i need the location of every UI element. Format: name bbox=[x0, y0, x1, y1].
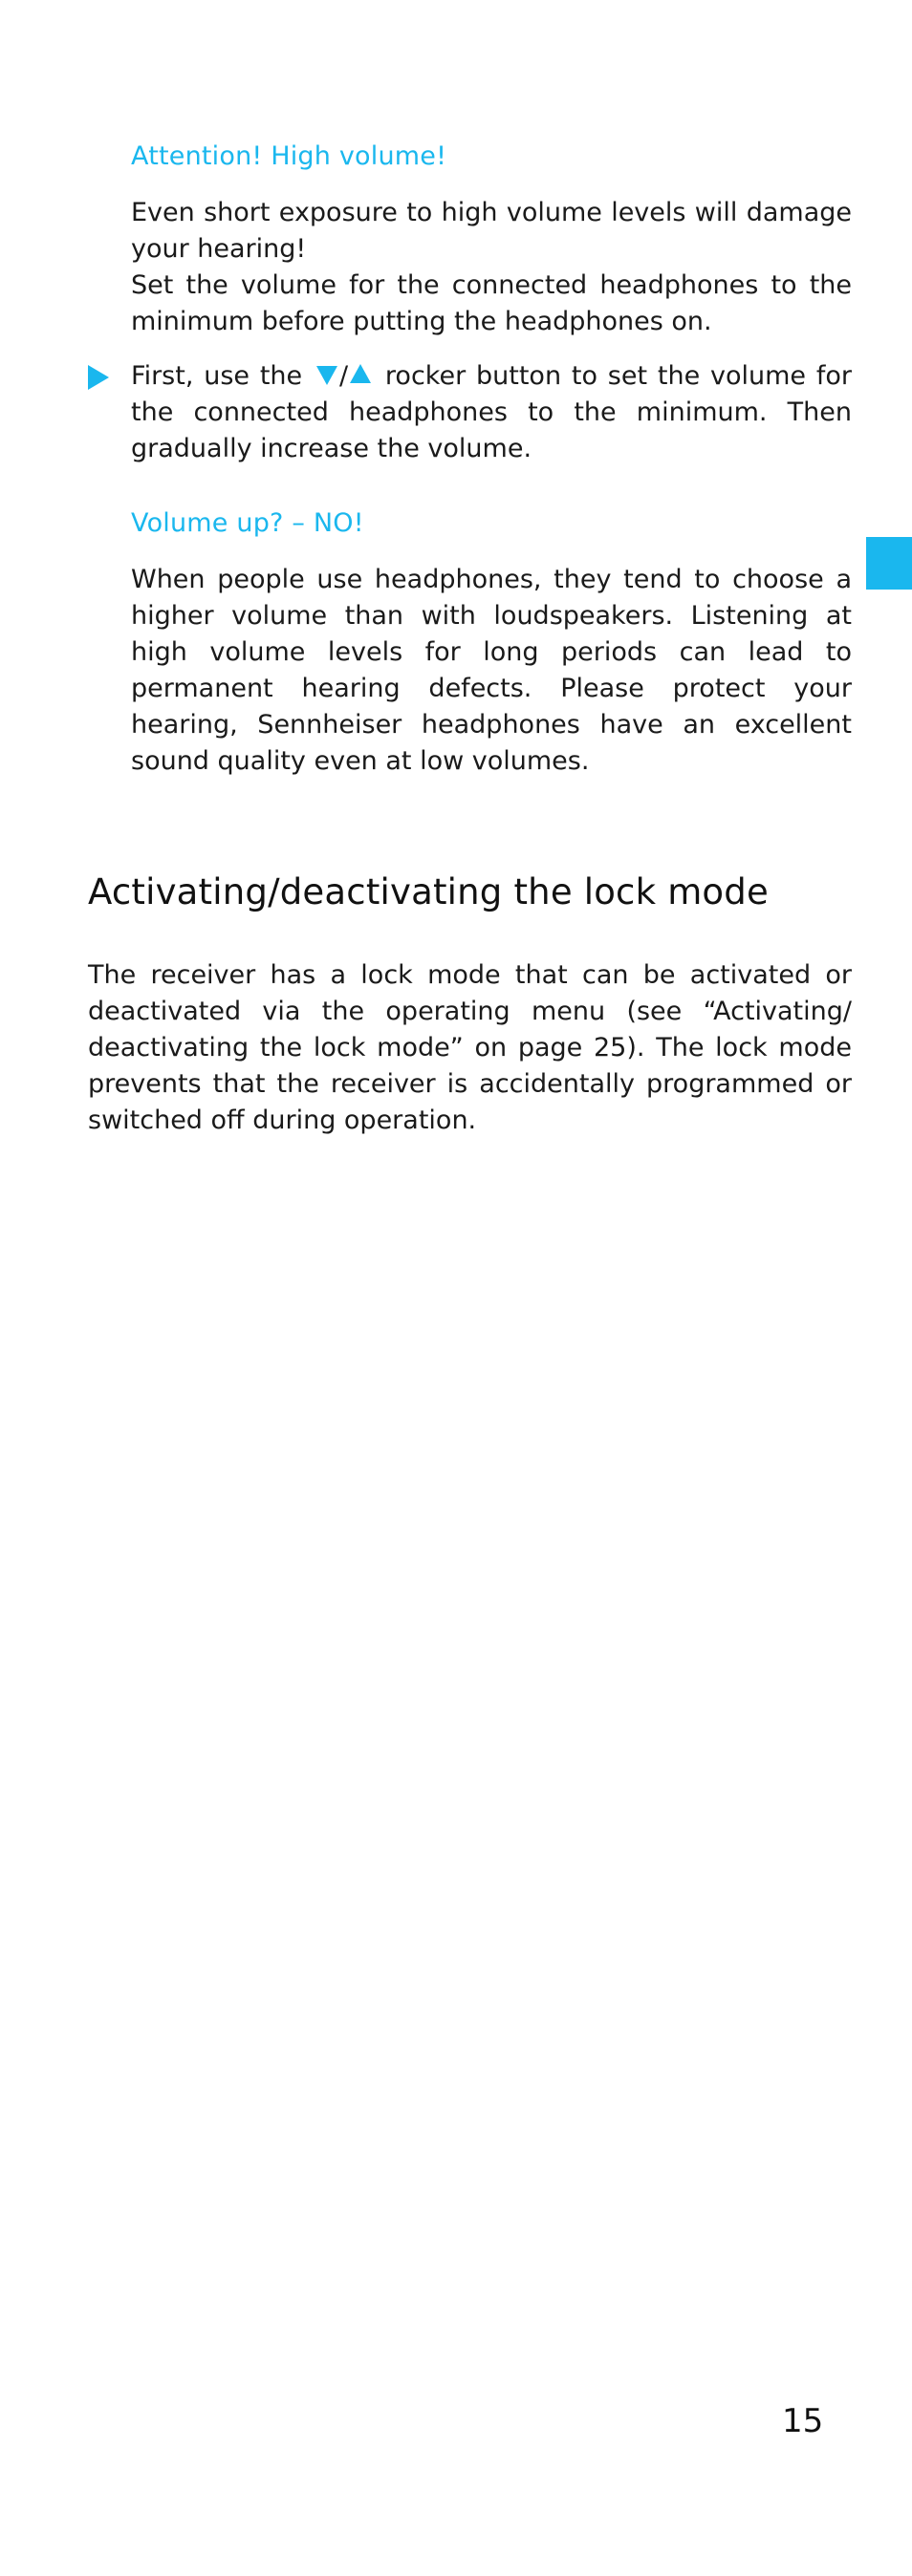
attention-text-2: Set the volume for the connected headphones to the minimum before putting the headphones on. bbox=[131, 270, 852, 336]
chapter-tab-marker bbox=[866, 537, 912, 590]
volume-up-text: When people use headphones, they tend to choose a higher volume than with loudspeakers. Listening at high volume levels for long periods can lead to permanent hearing defects. Please protect your hearing, Sennheiser headphones have an excellent sound quality even at low volumes. bbox=[131, 565, 852, 776]
step-instruction bbox=[131, 358, 852, 467]
attention-heading: Attention! High volume! bbox=[131, 141, 447, 171]
volume-up-heading: Volume up? – NO! bbox=[131, 508, 364, 538]
page-number: 15 bbox=[782, 2402, 824, 2440]
attention-text-1: Even short exposure to high volume levels will damage your hearing! bbox=[131, 198, 852, 264]
right-triangle-icon bbox=[88, 365, 109, 390]
lock-mode-title: Activating/deactivating the lock mode bbox=[88, 871, 769, 912]
step-separator: / bbox=[338, 361, 349, 391]
lock-mode-text: The receiver has a lock mode that can be activated or deactivated via the operating menu (see “Activating/ deactivating the lock mode” on page 25). The lock mode prevents that the receiver is accidentally programmed or switched off during operation. bbox=[88, 960, 852, 1135]
step-text-before: First, use the bbox=[131, 361, 313, 391]
step-text-after: rocker button to set the volume for the connected headphones to the minimum. Then gradually increase the volume. bbox=[131, 361, 852, 463]
down-triangle-icon bbox=[316, 366, 337, 385]
up-triangle-icon bbox=[350, 364, 371, 383]
